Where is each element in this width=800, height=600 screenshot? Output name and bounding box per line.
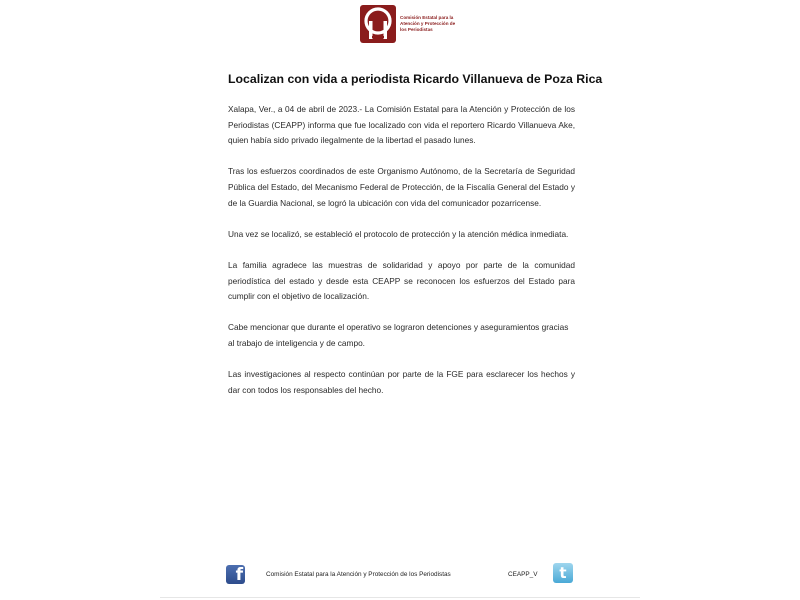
article-paragraph: Una vez se localizó, se estableció el protocolo de protección y la atención médica inmediata. bbox=[228, 228, 569, 239]
article-body bbox=[228, 102, 575, 414]
article-paragraph: Tras los esfuerzos coordinados de este Organismo Autónomo, de la Secretaría de Seguridad Pública del Estado, del Mecanismo Federal de Protección, de la Fiscalía General del Estado y de la Guardia Nacional, se logró la ubicación con vida del comunicador pozarricense. bbox=[228, 166, 575, 208]
logo-text bbox=[400, 15, 470, 32]
ceapp-logo-icon bbox=[359, 4, 397, 44]
twitter-icon[interactable]: t bbox=[553, 563, 573, 583]
logo-text-line: los Periodistas bbox=[400, 26, 433, 32]
article-title: Localizan con vida a periodista Ricardo Villanueva de Poza Rica bbox=[228, 72, 603, 86]
logo-text-line: Comisión Estatal para la bbox=[400, 15, 454, 21]
twitter-handle[interactable]: CEAPP_V bbox=[508, 571, 538, 578]
ceapp-logo bbox=[359, 4, 470, 44]
article-paragraph: Xalapa, Ver., a 04 de abril de 2023.- La Comisión Estatal para la Atención y Protección de los Periodistas (CEAPP) informa que fue localizado con vida el reportero Ricardo Villanueva Ake, quien había sido privado ilegalmente de la libertad el pasado lunes. bbox=[228, 104, 575, 146]
logo-text-line: Atención y Protección de bbox=[400, 21, 456, 27]
facebook-icon[interactable]: f bbox=[226, 565, 245, 584]
footer-divider bbox=[160, 597, 640, 598]
article-paragraph: Cabe mencionar que durante el operativo se lograron detenciones y aseguramientos gracias al trabajo de inteligencia y de campo. bbox=[228, 322, 569, 348]
article-paragraph: Las investigaciones al respecto continúan por parte de la FGE para esclarecer los hechos y dar con todos los responsables del hecho. bbox=[228, 369, 575, 395]
footer-org-name: Comisión Estatal para la Atención y Protección de los Periodistas bbox=[266, 571, 451, 578]
article-paragraph: La familia agradece las muestras de solidaridad y apoyo por parte de la comunidad periodística del estado y desde esta CEAPP se reconocen los esfuerzos del Estado para cumplir con el objetivo de localización. bbox=[228, 259, 575, 302]
